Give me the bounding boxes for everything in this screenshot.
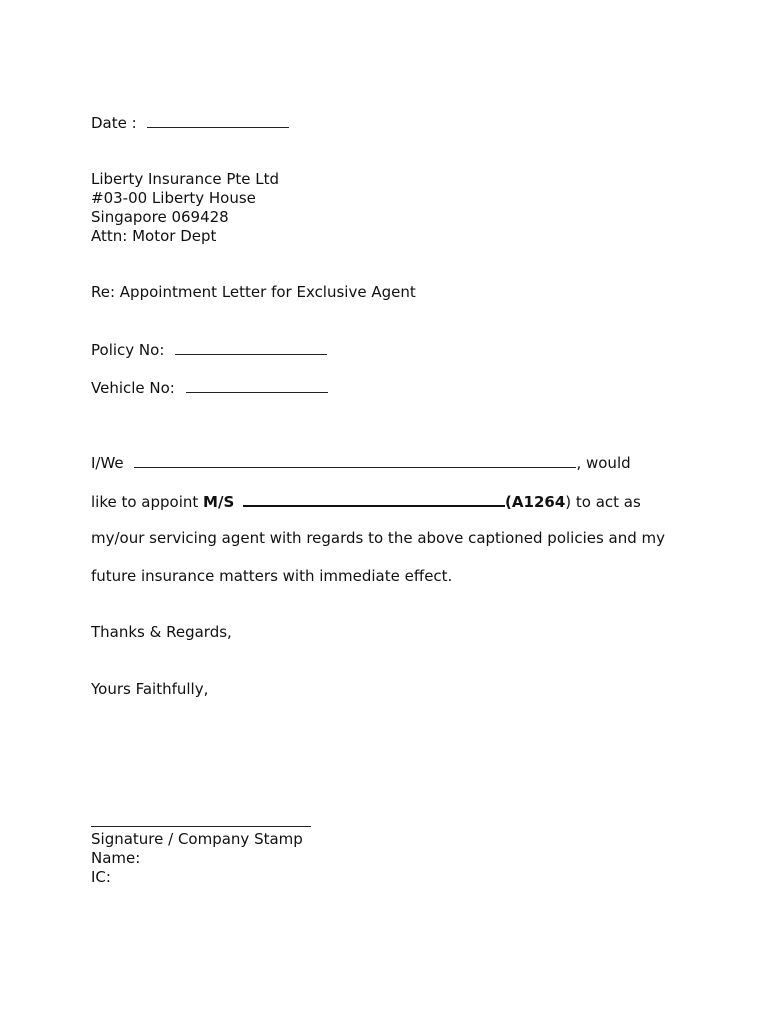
body-line-4: future insurance matters with immediate effect. [91, 567, 453, 585]
date-label: Date : [91, 114, 137, 132]
agent-code: (A1264 [505, 493, 566, 511]
address-city: Singapore 069428 [91, 208, 229, 226]
body-line-2 [91, 491, 641, 512]
vehicle-blank[interactable] [186, 378, 328, 393]
agent-name-blank[interactable] [243, 491, 505, 507]
iwe-label: I/We [91, 454, 124, 472]
appoint-suffix: ) to act as [565, 493, 641, 511]
subject-line: Re: Appointment Letter for Exclusive Agent [91, 283, 416, 301]
iwe-blank[interactable] [134, 453, 576, 468]
ic-label: IC: [91, 868, 111, 886]
date-blank[interactable] [147, 113, 289, 128]
name-label: Name: [91, 849, 141, 867]
address-street: #03-00 Liberty House [91, 189, 256, 207]
policy-label: Policy No: [91, 341, 165, 359]
policy-blank[interactable] [175, 340, 327, 355]
address-company: Liberty Insurance Pte Ltd [91, 170, 280, 188]
vehicle-row [91, 378, 328, 398]
signature-label: Signature / Company Stamp [91, 830, 303, 848]
address-attn: Attn: Motor Dept [91, 227, 217, 245]
body-line-3: my/our servicing agent with regards to the above captioned policies and my [91, 529, 666, 547]
signature-line[interactable] [91, 826, 311, 827]
closing-yours: Yours Faithfully, [91, 680, 209, 698]
ms-label: M/S [203, 493, 235, 511]
closing-thanks: Thanks & Regards, [91, 623, 232, 641]
body-line-1 [91, 453, 631, 473]
vehicle-label: Vehicle No: [91, 379, 175, 397]
appoint-prefix: like to appoint [91, 493, 204, 511]
policy-row [91, 340, 327, 360]
date-row [91, 113, 289, 133]
would-text: , would [576, 454, 631, 472]
